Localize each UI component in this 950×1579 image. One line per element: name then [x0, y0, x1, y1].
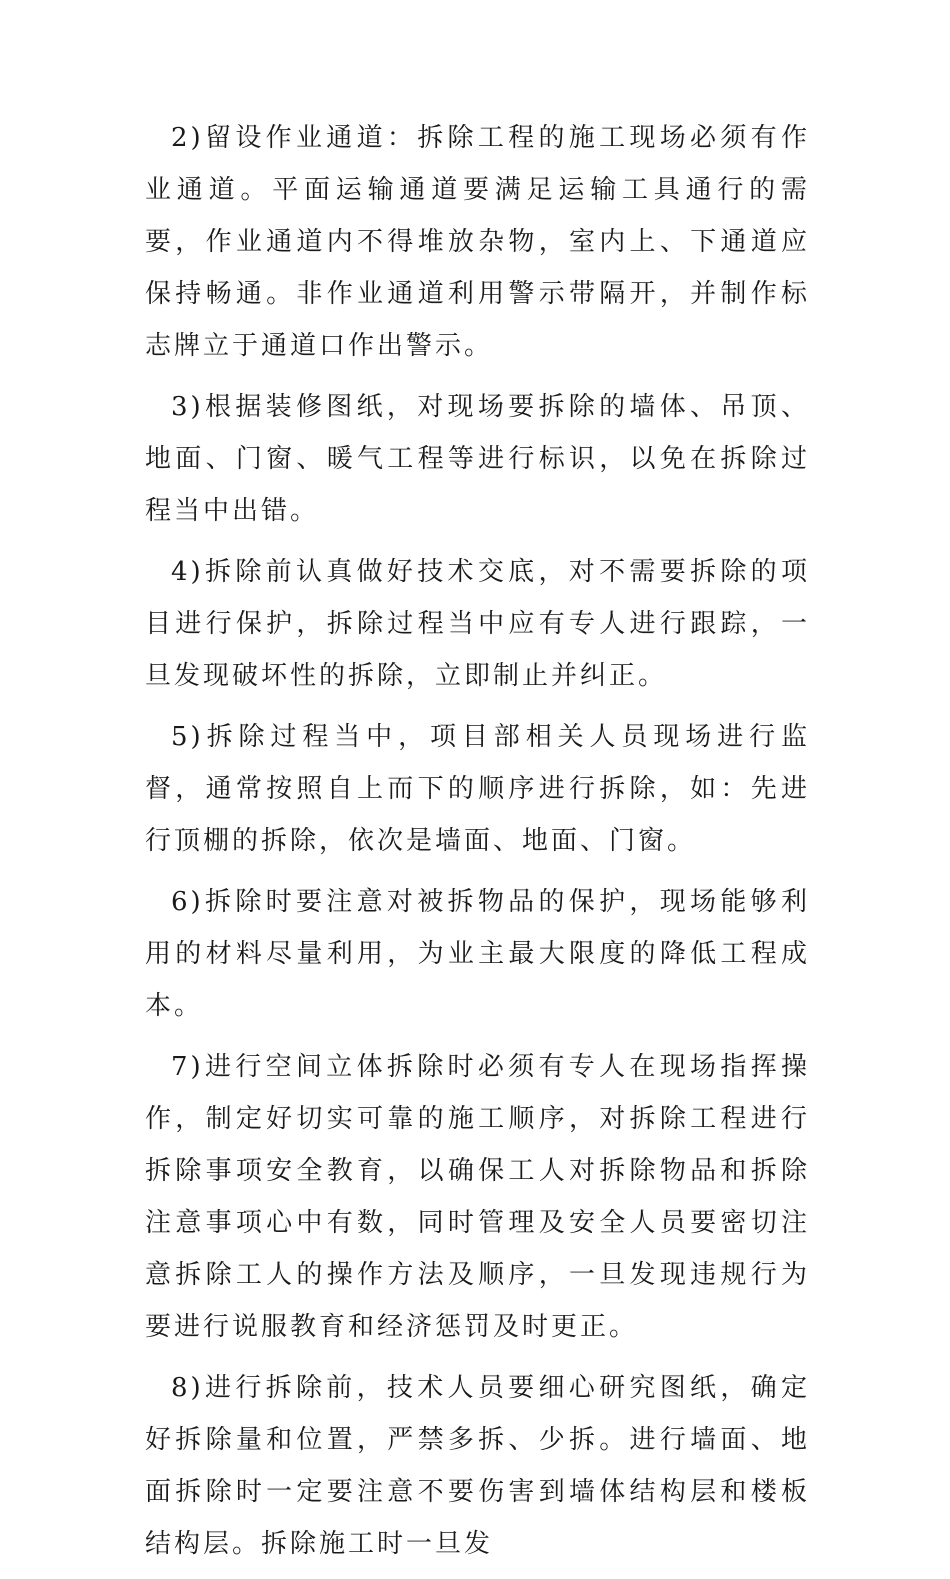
paragraph-item-2: 2)留设作业通道：拆除工程的施工现场必须有作业通道。平面运输通道要满足运输工具通行的需要，作业通道内不得堆放杂物，室内上、下通道应保持畅通。非作业通道利用警示带隔开，并制作标志牌立于通道口作出警示。 — [145, 123, 810, 361]
paragraph-item-6: 6)拆除时要注意对被拆物品的保护，现场能够利用的材料尽量利用，为业主最大限度的降低工程成本。 — [145, 887, 810, 1021]
paragraph-item-4: 4)拆除前认真做好技术交底，对不需要拆除的项目进行保护，拆除过程当中应有专人进行跟踪，一旦发现破坏性的拆除，立即制止并纠正。 — [145, 557, 810, 691]
paragraph-item-7: 7)进行空间立体拆除时必须有专人在现场指挥操作，制定好切实可靠的施工顺序，对拆除工程进行拆除事项安全教育，以确保工人对拆除物品和拆除注意事项心中有数，同时管理及安全人员要密切注意拆除工人的操作方法及顺序，一旦发现违规行为要进行说服教育和经济惩罚及时更正。 — [145, 1052, 810, 1342]
paragraph-item-5: 5)拆除过程当中，项目部相关人员现场进行监督，通常按照自上而下的顺序进行拆除，如：先进行顶棚的拆除，依次是墙面、地面、门窗。 — [145, 722, 810, 856]
paragraph-item-8: 8)进行拆除前，技术人员要细心研究图纸，确定好拆除量和位置，严禁多拆、少拆。进行墙面、地面拆除时一定要注意不要伤害到墙体结构层和楼板结构层。拆除施工时一旦发 — [145, 1373, 810, 1559]
document-body — [145, 112, 810, 1579]
paragraph-item-3: 3)根据装修图纸，对现场要拆除的墙体、吊顶、地面、门窗、暖气工程等进行标识，以免在拆除过程当中出错。 — [145, 392, 810, 526]
